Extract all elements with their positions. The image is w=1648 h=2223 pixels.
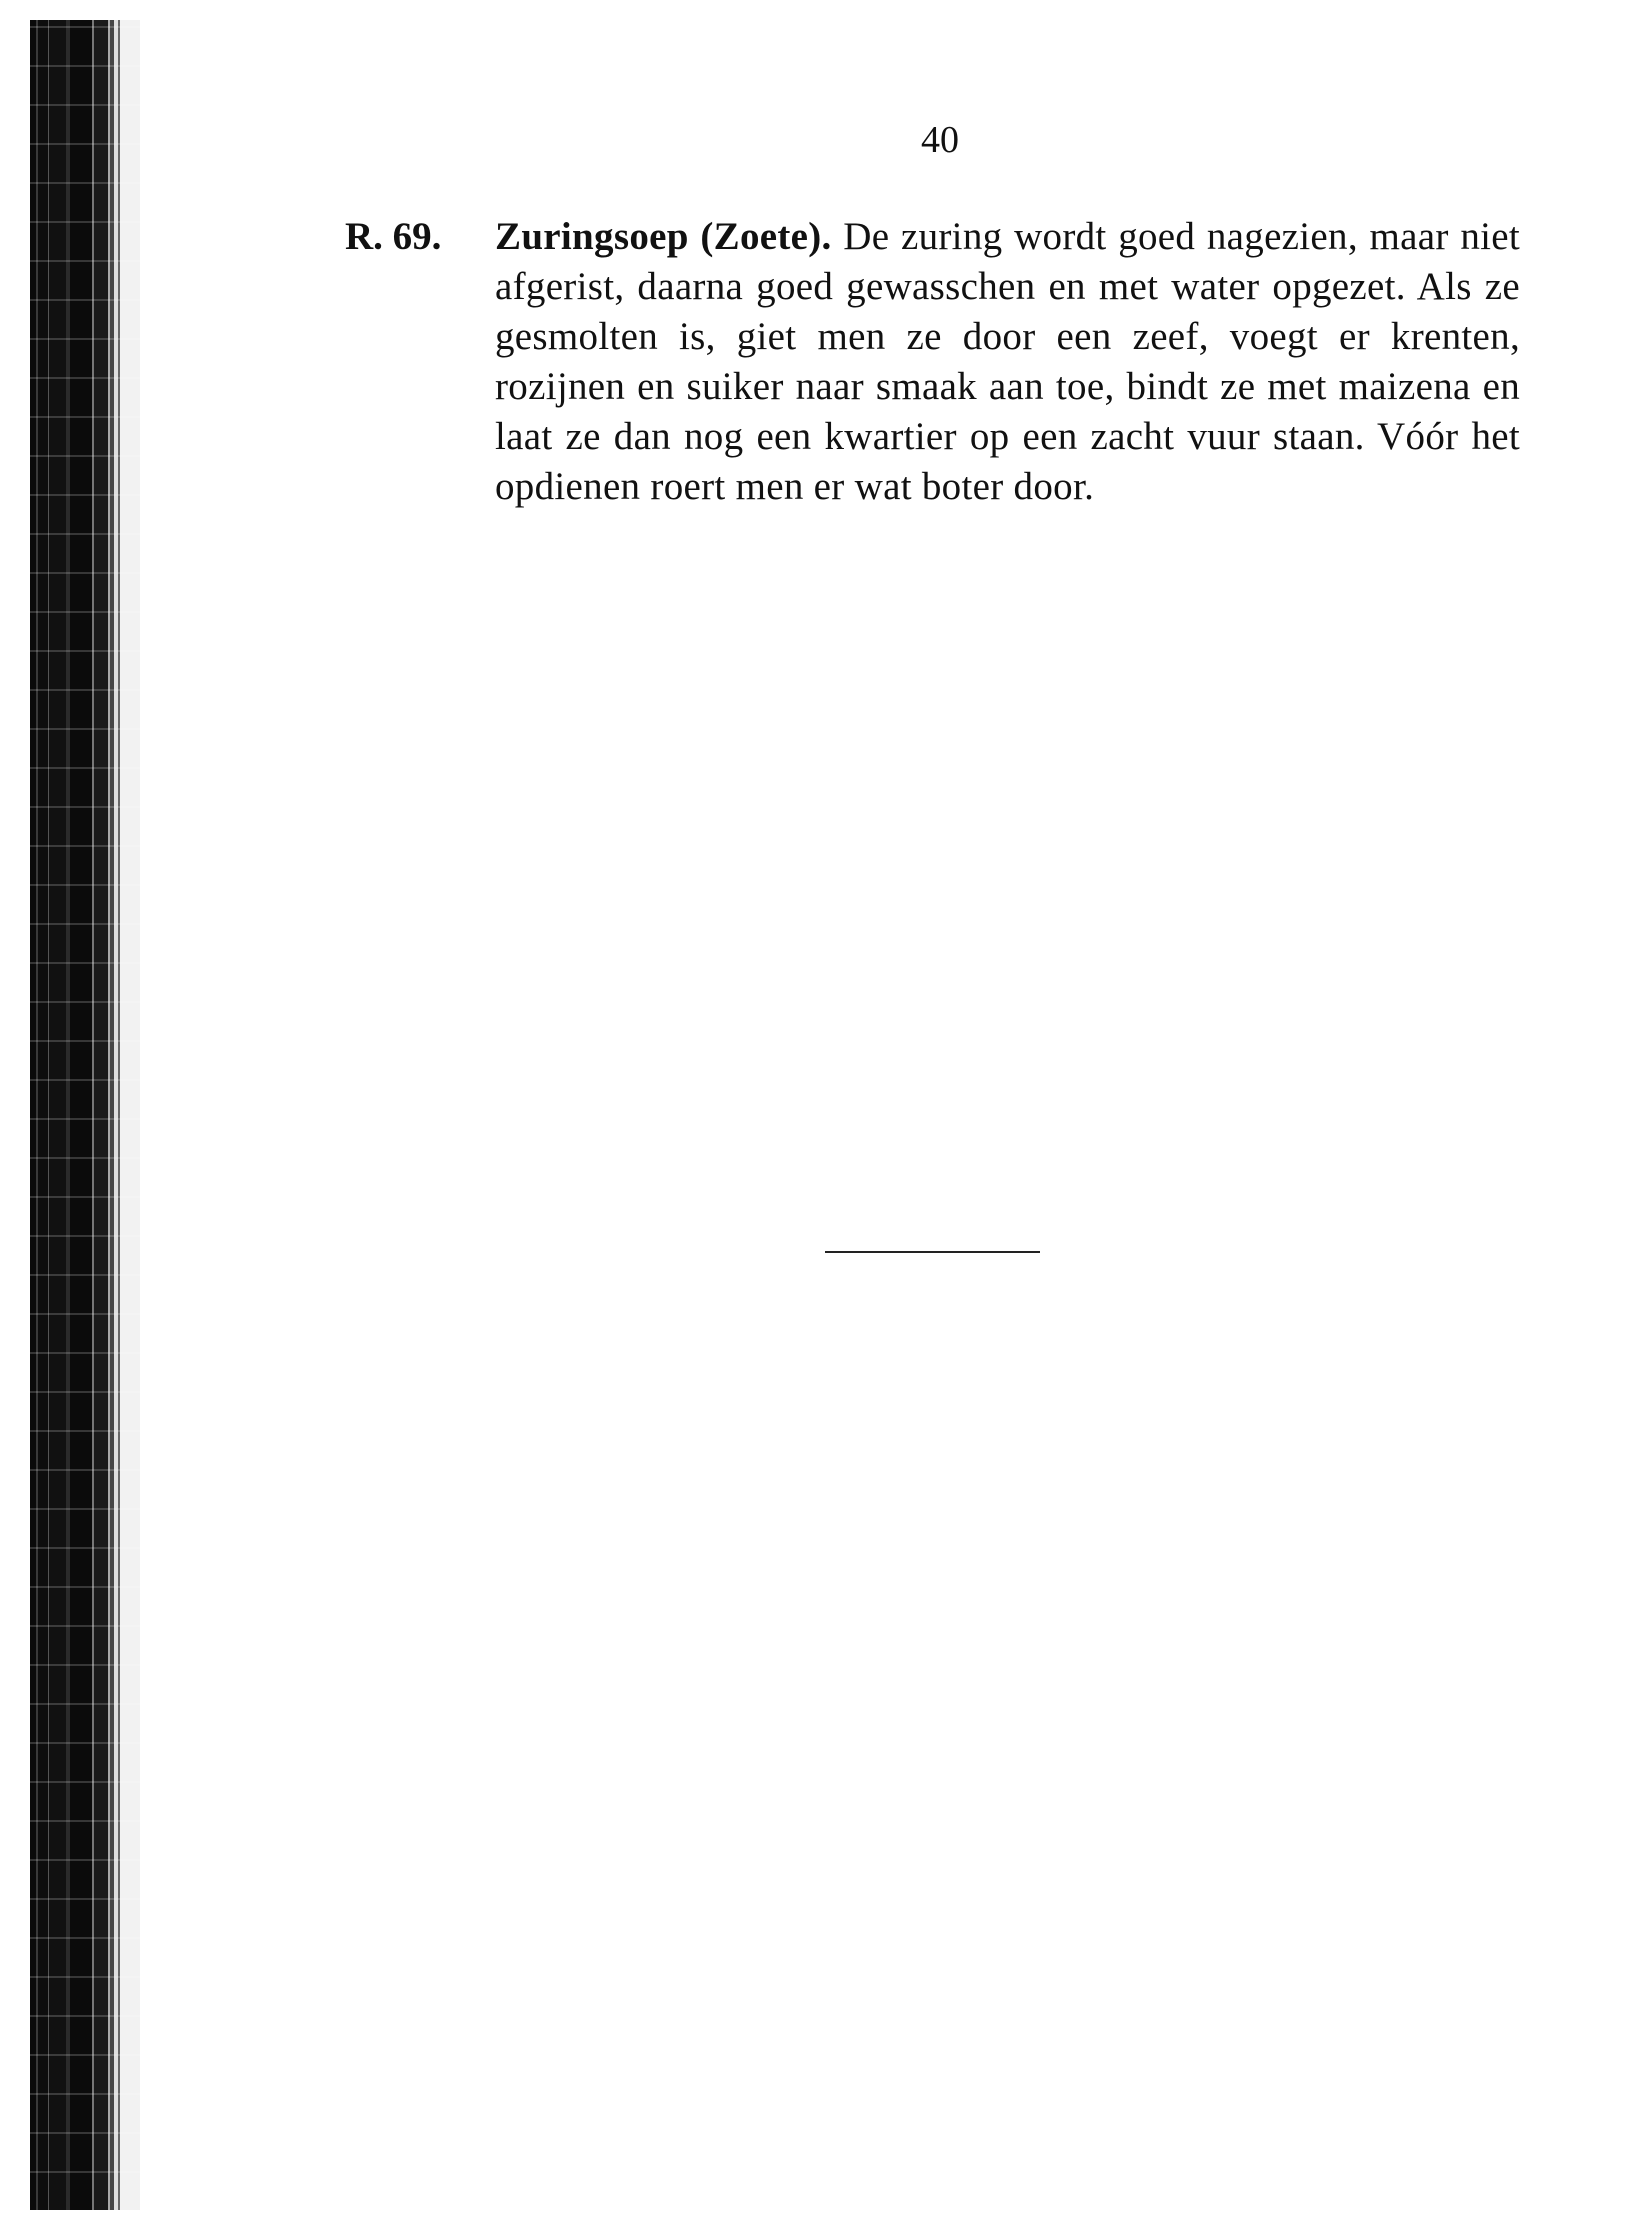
recipe-number: R. 69. — [345, 215, 442, 258]
section-divider — [825, 1251, 1040, 1253]
book-binding-edge — [30, 20, 140, 2210]
recipe-body: De zuring wordt goed nagezien, maar niet afgerist, daarna goed gewasschen en met water opgezet. Als ze gesmolten is, giet men ze door een zeef, voegt er krenten, rozijnen en suiker naar smaak aan toe, bindt ze met maizena en laat ze dan nog een kwartier op een zacht vuur staan. Vóór het opdienen roert men er wat boter door. — [495, 215, 1520, 508]
page-number: 40 — [921, 119, 959, 161]
recipe-paragraph — [495, 212, 1520, 512]
recipe-title: Zuringsoep (Zoete). — [495, 215, 832, 258]
